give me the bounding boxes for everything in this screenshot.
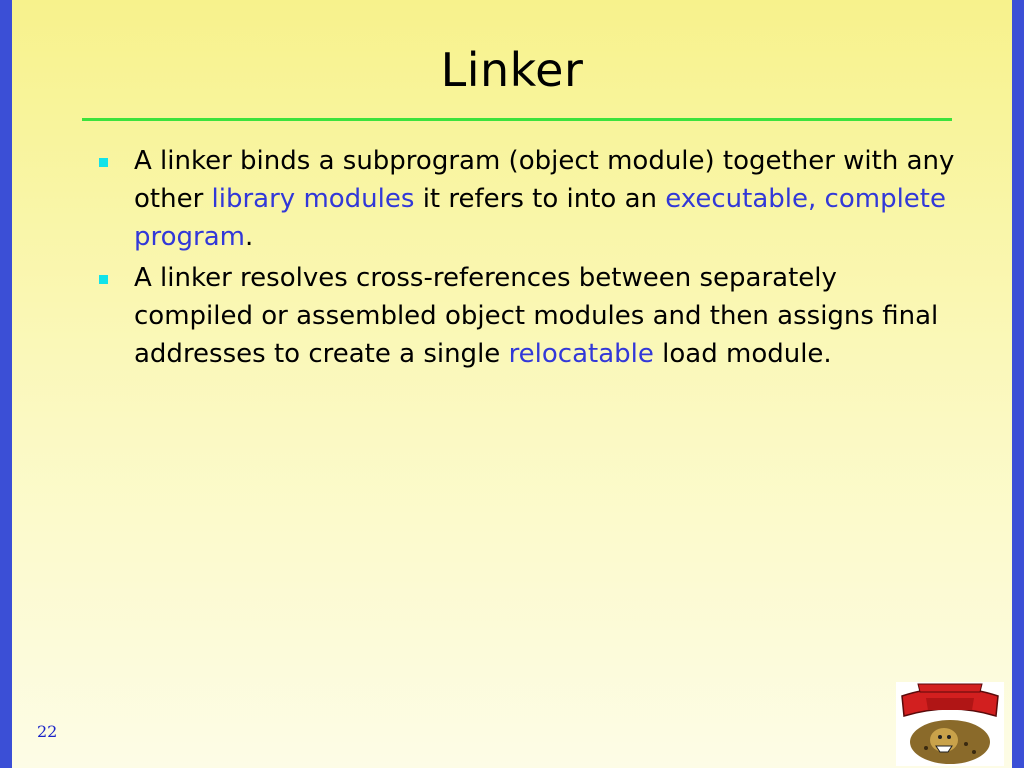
highlighted-term: executable, complete program [134, 184, 946, 252]
highlighted-term: relocatable [508, 339, 654, 369]
left-side-bar [0, 0, 12, 768]
square-bullet-icon [99, 275, 108, 284]
bullet-text-part: it refers to into an [414, 184, 666, 214]
square-bullet-icon [99, 158, 108, 167]
bullet-text-part: A linker resolves cross-references between separately compiled or assembled object modules and then assigns final addresses to create a single [134, 263, 939, 369]
right-side-bar [1012, 0, 1024, 768]
bullet-item [96, 142, 956, 256]
bullet-text-part: . [244, 222, 254, 252]
bullet-list [96, 142, 956, 376]
slide-title: Linker [440, 43, 584, 97]
bullet-text-part: A linker binds a subprogram (object module) together with any other [134, 146, 955, 214]
bullet-item [96, 259, 956, 373]
bullet-text-part: load module. [653, 339, 832, 369]
jaguar-mascot-logo [896, 682, 1004, 766]
page-number: 22 [37, 722, 58, 741]
title-divider [82, 118, 952, 121]
highlighted-term: library modules [211, 184, 415, 214]
